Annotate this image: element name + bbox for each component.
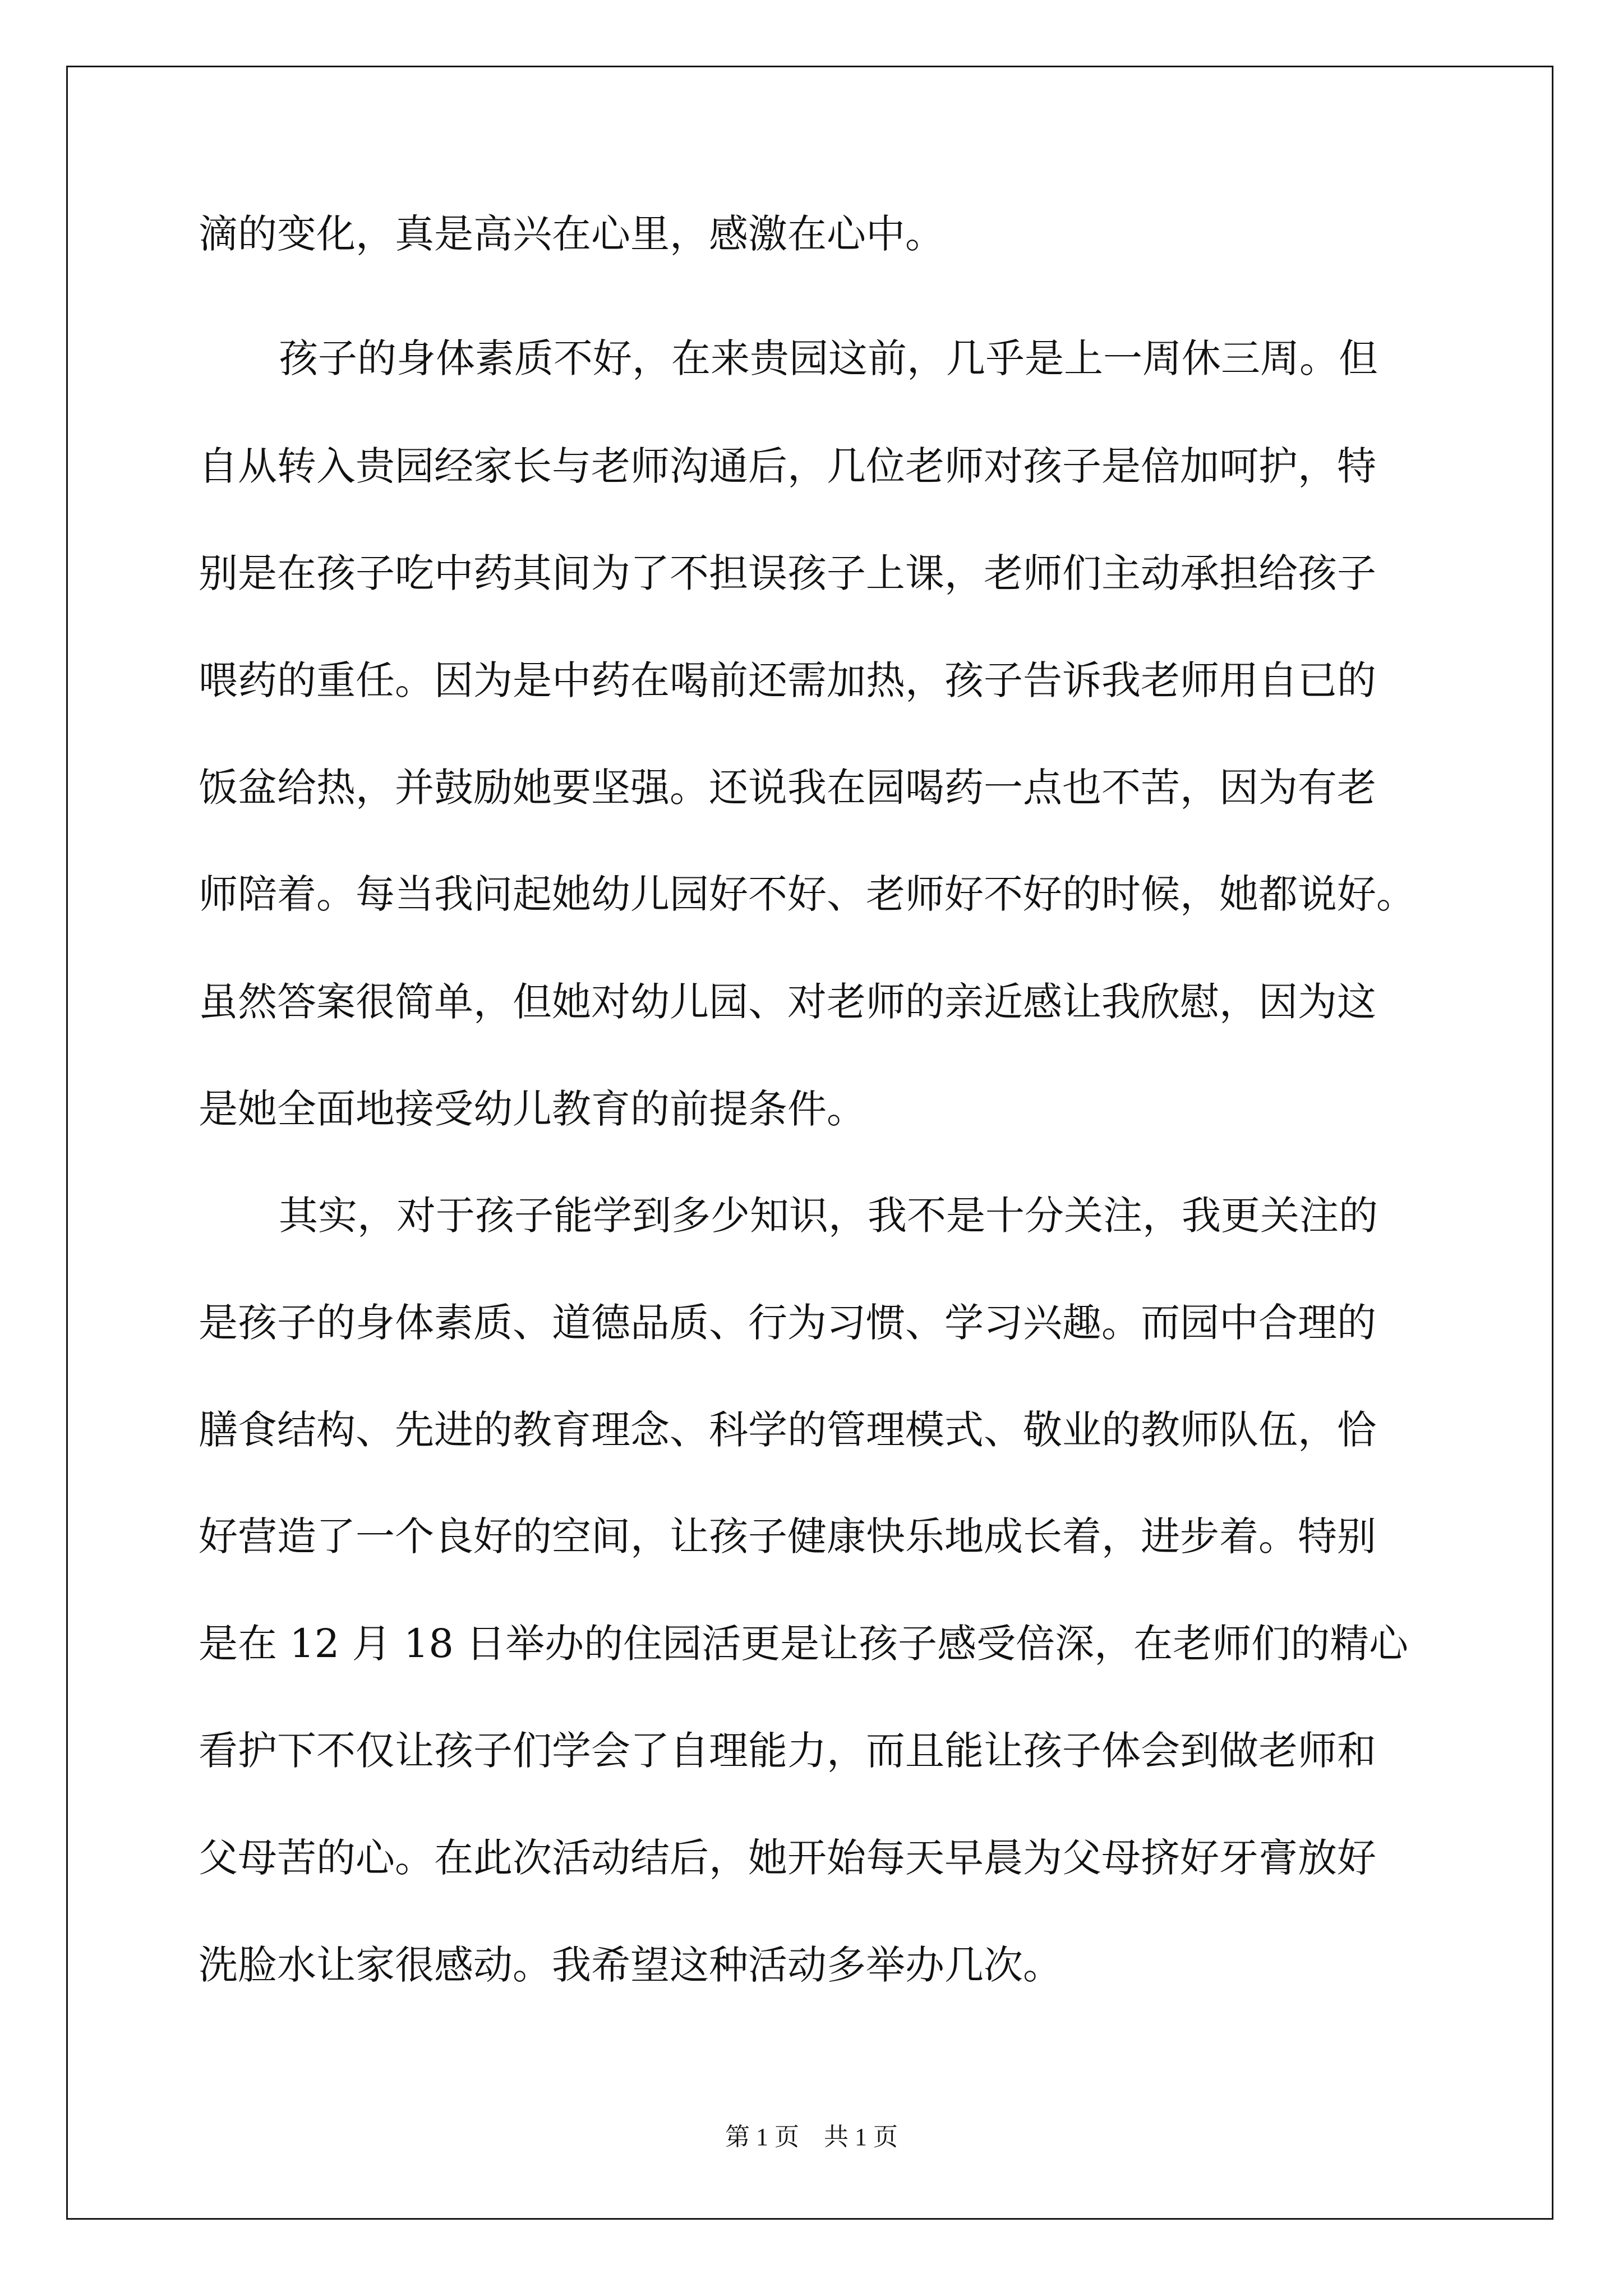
paragraph-line: 师陪着。每当我问起她幼儿园好不好、老师好不好的时候，她都说好。 [199, 871, 1415, 917]
page-number-footer: 第 1 页 共 1 页 [725, 2123, 898, 2151]
paragraph-line: 膳食结构、先进的教育理念、科学的管理模式、敬业的教师队伍，恰 [199, 1407, 1376, 1453]
paragraph-line: 洗脸水让家很感动。我希望这种活动多举办几次。 [199, 1942, 1062, 1988]
paragraph-line: 喂药的重任。因为是中药在喝前还需加热，孩子告诉我老师用自已的 [199, 657, 1376, 703]
paragraph-line: 是在 12 月 18 日举办的住园活更是让孩子感受倍深，在老师们的精心 [199, 1621, 1409, 1667]
paragraph-line: 是她全面地接受幼儿教育的前提条件。 [199, 1086, 866, 1132]
paragraph-line: 虽然答案很简单，但她对幼儿园、对老师的亲近感让我欣慰，因为这 [199, 979, 1376, 1025]
paragraph-line: 别是在孩子吃中药其间为了不担误孩子上课，老师们主动承担给孩子 [199, 550, 1376, 596]
paragraph-line: 饭盆给热，并鼓励她要坚强。还说我在园喝药一点也不苦，因为有老 [199, 765, 1376, 811]
paragraph-line: 孩子的身体素质不好，在来贵园这前，几乎是上一周休三周。但 [279, 335, 1378, 381]
page-border [66, 66, 1553, 2220]
paragraph-line: 是孩子的身体素质、道德品质、行为习惯、学习兴趣。而园中合理的 [199, 1300, 1376, 1346]
paragraph-line: 看护下不仅让孩子们学会了自理能力，而且能让孩子体会到做老师和 [199, 1728, 1376, 1774]
paragraph-line: 好营造了一个良好的空间，让孩子健康快乐地成长着，进步着。特别 [199, 1513, 1376, 1559]
paragraph-line: 其实，对于孩子能学到多少知识，我不是十分关注，我更关注的 [279, 1193, 1378, 1239]
paragraph-line: 父母苦的心。在此次活动结后，她开始每天早晨为父母挤好牙膏放好 [199, 1835, 1376, 1881]
paragraph-line: 自从转入贵园经家长与老师沟通后，几位老师对孩子是倍加呵护，特 [199, 443, 1376, 489]
paragraph-line: 滴的变化，真是高兴在心里，感激在心中。 [199, 211, 944, 257]
